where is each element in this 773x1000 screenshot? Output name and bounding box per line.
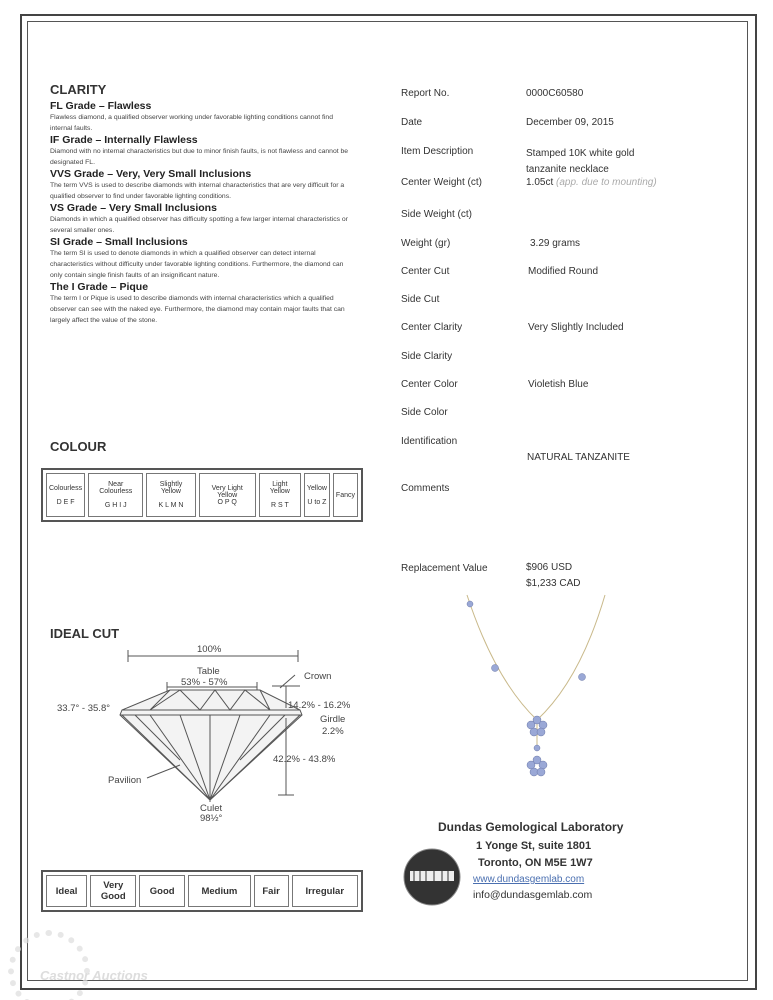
grade-vs xyxy=(50,202,350,236)
field-label: Side Weight (ct) xyxy=(401,209,472,220)
girdle-label: Girdle xyxy=(320,714,346,725)
cut-grade-table xyxy=(41,870,363,912)
grade-heading: IF Grade – Internally Flawless xyxy=(50,134,198,146)
colour-name: Fancy xyxy=(335,491,355,499)
center-clarity: Very Slightly Included xyxy=(528,322,624,333)
field-label: Side Cut xyxy=(401,294,440,305)
grade-si xyxy=(50,236,350,281)
cut-grade-cell: Very Good xyxy=(90,875,136,907)
weight-note: (app. due to mounting) xyxy=(556,177,657,188)
grade-heading: The I Grade – Pique xyxy=(50,281,149,293)
grade-heading: VVS Grade – Very, Very Small Inclusions xyxy=(50,168,252,180)
pavilion-depth-label: 42.2% - 43.8% xyxy=(273,754,336,765)
watermark-text: Castnor Auctions xyxy=(40,968,148,983)
lab-name: Dundas Gemological Laboratory xyxy=(438,820,624,834)
colour-name: Light Yellow xyxy=(269,481,290,495)
field-label: Side Color xyxy=(401,407,448,418)
grade-fl xyxy=(50,100,350,134)
grade-if xyxy=(50,134,350,168)
colour-grades: K L M N xyxy=(158,502,184,509)
grade-text: The term VVS is used to describe diamonds with internal characteristics that are very difficult for a qualified observer to find under favorable lighting conditions. xyxy=(50,182,345,200)
crown-angle-label: 33.7° - 35.8° xyxy=(57,703,111,714)
grade-vvs xyxy=(50,168,350,202)
colour-title: COLOUR xyxy=(50,439,107,454)
ideal-cut-title: IDEAL CUT xyxy=(50,626,120,641)
clarity-grades xyxy=(50,100,350,326)
field-label: Weight (gr) xyxy=(401,238,451,249)
colour-cell xyxy=(146,473,195,517)
colour-grades: G H I J xyxy=(104,502,127,509)
item-description: Stamped 10K white gold tanzanite necklace xyxy=(526,148,635,175)
grade-text: The term SI is used to denote diamonds in which a qualified observer can detect internal characteristics without difficulty under favorable lighting conditions. Furthermore, the diamond can only contain single finish faults of an insignificant nature. xyxy=(50,250,344,279)
colour-grades: R S T xyxy=(270,502,289,509)
cut-grade-cell: Irregular xyxy=(292,875,358,907)
center-cut: Modified Round xyxy=(528,266,599,277)
grade-heading: VS Grade – Very Small Inclusions xyxy=(50,202,217,214)
pavilion-label: Pavilion xyxy=(108,775,142,786)
replacement-value-cad: $1,233 CAD xyxy=(526,578,581,589)
girdle-value: 2.2% xyxy=(322,726,344,737)
field-label: Center Cut xyxy=(401,266,450,277)
colour-cell xyxy=(46,473,85,517)
field-label: Item Description xyxy=(401,146,474,157)
colour-scale-table xyxy=(41,468,363,522)
replacement-value-usd: $906 USD xyxy=(526,562,573,573)
cut-grade-cell: Medium xyxy=(188,875,250,907)
grade-text: The term I or Pique is used to describe diamonds with internal characteristics which a qualified observer can see with the naked eye. Furthermore, the diamond may contain major faults that can largely affect the value of the stone. xyxy=(50,295,345,324)
lab-email: info@dundasgemlab.com xyxy=(473,889,593,901)
center-weight: 1.05ct xyxy=(526,177,554,188)
field-label: Center Clarity xyxy=(401,322,463,333)
weight-grams: 3.29 grams xyxy=(530,238,581,249)
grade-text: Flawless diamond, a qualified observer working under favorable lighting conditions cannot find internal faults. xyxy=(50,114,333,132)
report-date: December 09, 2015 xyxy=(526,117,614,128)
grade-heading: FL Grade – Flawless xyxy=(50,100,152,112)
colour-name: Near Colourless xyxy=(99,481,133,495)
cut-grade-cell: Good xyxy=(139,875,185,907)
field-label: Identification xyxy=(401,436,458,447)
table-range-label: 53% - 57% xyxy=(181,677,228,688)
colour-cell xyxy=(304,473,330,517)
clarity-title: CLARITY xyxy=(50,82,107,97)
lab-seal xyxy=(398,835,468,915)
culet-label: Culet xyxy=(200,803,223,814)
center-color: Violetish Blue xyxy=(528,379,589,390)
field-label: Center Weight (ct) xyxy=(401,177,482,188)
colour-grades: D E F xyxy=(56,498,75,506)
field-label: Center Color xyxy=(401,379,458,390)
grade-heading: SI Grade – Small Inclusions xyxy=(50,236,188,248)
colour-name: Colourless xyxy=(49,484,83,492)
diamond-diagram xyxy=(50,640,370,825)
width-label: 100% xyxy=(197,644,222,655)
lab-address-2: Toronto, ON M5E 1W7 xyxy=(478,857,593,869)
colour-cell xyxy=(333,473,358,517)
necklace-photo xyxy=(455,590,615,790)
identification: NATURAL TANZANITE xyxy=(527,452,630,463)
colour-name: Slightly Yellow xyxy=(159,481,183,495)
table-label: Table xyxy=(197,666,220,677)
grade-i xyxy=(50,281,350,326)
lab-address-1: 1 Yonge St, suite 1801 xyxy=(476,840,592,852)
culet-value: 98½° xyxy=(200,813,223,824)
colour-cell xyxy=(88,473,143,517)
field-label: Side Clarity xyxy=(401,351,453,362)
cut-grade-cell: Fair xyxy=(254,875,289,907)
grade-text: Diamonds in which a qualified observer has difficulty spotting a few larger internal characteristics or several smaller ones. xyxy=(50,216,348,234)
colour-grades: U to Z xyxy=(307,498,327,506)
grade-text: Diamond with no internal characteristics but due to minor finish faults, is not flawless and cannot be designated FL. xyxy=(50,148,349,166)
colour-grades: O P Q xyxy=(217,498,237,506)
field-label: Replacement Value xyxy=(401,563,488,574)
colour-name: Yellow xyxy=(306,484,327,492)
crown-height-label: 14.2% - 16.2% xyxy=(288,700,351,711)
colour-cell xyxy=(199,473,256,517)
colour-cell xyxy=(259,473,301,517)
field-label: Report No. xyxy=(401,88,450,99)
crown-label: Crown xyxy=(304,671,332,682)
report-number: 0000C60580 xyxy=(526,88,584,99)
field-label: Date xyxy=(401,117,423,128)
colour-name: Very Light Yellow xyxy=(211,484,243,499)
lab-website-link[interactable]: www.dundasgemlab.com xyxy=(473,874,585,885)
field-label: Comments xyxy=(401,483,450,494)
cut-grade-cell: Ideal xyxy=(46,875,87,907)
